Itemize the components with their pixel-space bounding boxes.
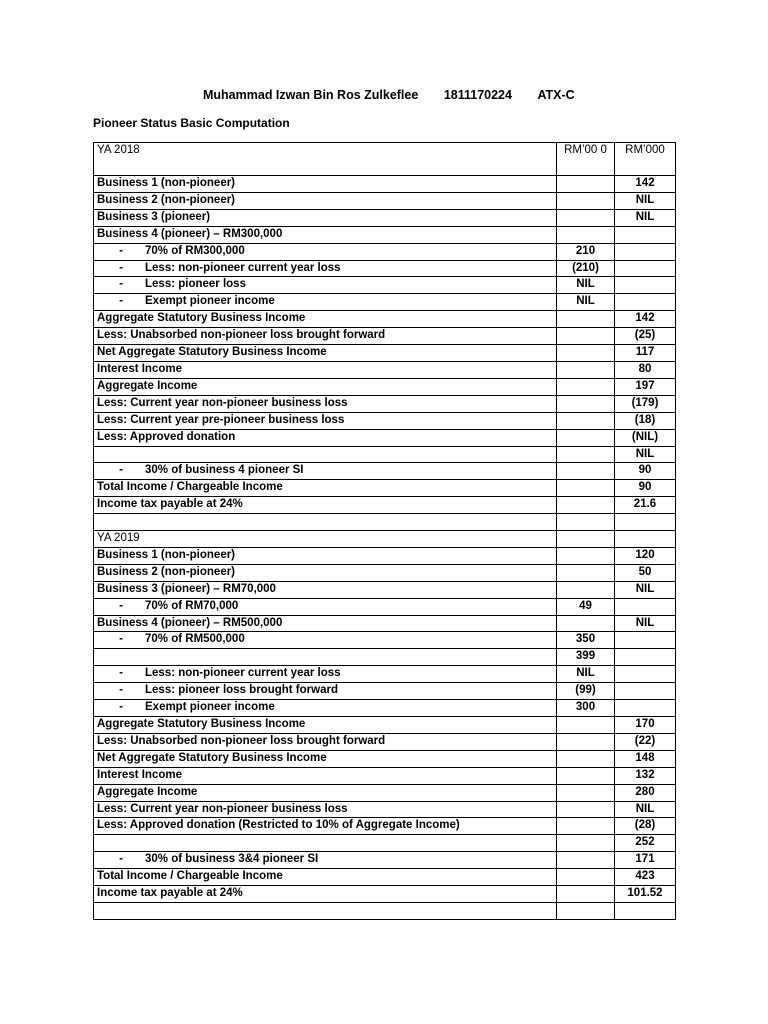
- rm-inner-cell: [557, 564, 615, 581]
- table-row: [94, 801, 676, 818]
- table-row: [94, 395, 676, 412]
- row-label: Business 2 (non-pioneer): [97, 193, 236, 206]
- table-row: [94, 717, 676, 734]
- row-label: Total Income / Chargeable Income: [97, 481, 283, 494]
- row-label: Income tax payable at 24%: [97, 498, 243, 511]
- rm-total-cell: 423: [615, 869, 676, 886]
- rm-total-cell: [615, 294, 676, 311]
- rm-total-cell: 170: [615, 717, 676, 734]
- table-row: [94, 835, 676, 852]
- table-row: [94, 869, 676, 886]
- row-label-cell: [94, 412, 557, 429]
- table-row: [94, 632, 676, 649]
- rm-total-cell: 171: [615, 852, 676, 869]
- rm-inner-cell: [557, 581, 615, 598]
- rm-inner-cell: [557, 784, 615, 801]
- bullet-dash: -: [119, 244, 123, 257]
- rm-inner-cell: NIL: [557, 666, 615, 683]
- row-label: Business 3 (pioneer): [97, 210, 211, 223]
- table-row: [94, 463, 676, 480]
- table-row: [94, 767, 676, 784]
- rm-inner-cell: [557, 192, 615, 209]
- rm-total-cell: [615, 243, 676, 260]
- bullet-dash: -: [119, 667, 123, 680]
- table-row: [94, 666, 676, 683]
- row-label: Less: Unabsorbed non-pioneer loss brought forward: [97, 329, 386, 342]
- rm-total-cell: (25): [615, 328, 676, 345]
- row-label: Business 4 (pioneer) – RM500,000: [97, 616, 283, 629]
- rm-inner-cell: [557, 361, 615, 378]
- rm-inner-cell: [557, 446, 615, 463]
- row-label-cell: [94, 835, 557, 852]
- rm-total-cell: [615, 260, 676, 277]
- bullet-dash: -: [119, 295, 123, 308]
- row-label-cell: [94, 666, 557, 683]
- table-row: [94, 852, 676, 869]
- row-label-cell: [94, 361, 557, 378]
- row-label-cell: [94, 345, 557, 362]
- row-label: Aggregate Statutory Business Income: [97, 312, 306, 325]
- bullet-dash: -: [119, 684, 123, 697]
- rm-inner-cell: [557, 226, 615, 243]
- rm-total-cell: 142: [615, 176, 676, 193]
- rm-inner-cell: 210: [557, 243, 615, 260]
- row-label-cell: [94, 192, 557, 209]
- table-row: [94, 564, 676, 581]
- row-label-cell: [94, 311, 557, 328]
- table-row: [94, 902, 676, 919]
- rm-total-cell: NIL: [615, 615, 676, 632]
- row-label: Less: Approved donation: [97, 430, 236, 443]
- row-label-cell: [94, 209, 557, 226]
- column-header-rm-total: RM’000: [615, 143, 676, 176]
- row-label: YA 2018: [97, 144, 140, 156]
- rm-total-cell: [615, 683, 676, 700]
- table-row: [94, 378, 676, 395]
- rm-total-cell: (18): [615, 412, 676, 429]
- bullet-dash: -: [119, 261, 123, 274]
- table-row: [94, 361, 676, 378]
- row-label-cell: [94, 852, 557, 869]
- rm-inner-cell: NIL: [557, 277, 615, 294]
- rm-inner-cell: [557, 378, 615, 395]
- rm-total-cell: [615, 700, 676, 717]
- rm-inner-cell: [557, 818, 615, 835]
- row-label-cell: [94, 277, 557, 294]
- rm-inner-cell: [557, 412, 615, 429]
- row-label-cell: [94, 446, 557, 463]
- row-label: Business 3 (pioneer) – RM70,000: [97, 582, 276, 595]
- row-label-cell: [94, 598, 557, 615]
- rm-total-cell: 132: [615, 767, 676, 784]
- rm-inner-cell: [557, 531, 615, 548]
- table-row: [94, 733, 676, 750]
- rm-total-cell: [615, 598, 676, 615]
- document-subtitle: Pioneer Status Basic Computation: [93, 116, 290, 130]
- bullet-dash: -: [119, 701, 123, 714]
- row-label: 70% of RM70,000: [145, 599, 239, 612]
- table-row: [94, 547, 676, 564]
- row-label-cell: [94, 902, 557, 919]
- bullet-dash: -: [119, 464, 123, 477]
- table-row: [94, 328, 676, 345]
- rm-inner-cell: [557, 480, 615, 497]
- row-label-cell: [94, 294, 557, 311]
- row-label-cell: [94, 243, 557, 260]
- row-label-cell: [94, 260, 557, 277]
- table-row: [94, 192, 676, 209]
- table-row: [94, 700, 676, 717]
- row-label: 30% of business 4 pioneer SI: [145, 464, 304, 477]
- table-row: [94, 446, 676, 463]
- rm-inner-cell: [557, 209, 615, 226]
- table-row: [94, 615, 676, 632]
- rm-total-cell: [615, 514, 676, 531]
- row-label: Less: Approved donation (Restricted to 10% of Aggregate Income): [97, 819, 460, 832]
- row-label-cell: [94, 463, 557, 480]
- row-label-cell: [94, 717, 557, 734]
- rm-inner-cell: [557, 615, 615, 632]
- rm-total-cell: [615, 277, 676, 294]
- class-code: ATX-C: [537, 88, 575, 102]
- row-label-cell: [94, 395, 557, 412]
- row-label: Aggregate Income: [97, 785, 198, 798]
- row-label: Business 1 (non-pioneer): [97, 548, 236, 561]
- table-row: [94, 497, 676, 514]
- rm-total-cell: (179): [615, 395, 676, 412]
- row-label-cell: [94, 328, 557, 345]
- row-label: 30% of business 3&4 pioneer SI: [145, 853, 319, 866]
- row-label-cell: [94, 176, 557, 193]
- row-label-cell: [94, 615, 557, 632]
- rm-inner-cell: 399: [557, 649, 615, 666]
- rm-total-cell: 90: [615, 463, 676, 480]
- table-row: [94, 226, 676, 243]
- rm-inner-cell: 49: [557, 598, 615, 615]
- row-label: Less: pioneer loss brought forward: [145, 684, 338, 697]
- row-label: Less: Current year non-pioneer business loss: [97, 396, 348, 409]
- rm-inner-cell: (210): [557, 260, 615, 277]
- rm-total-cell: [615, 632, 676, 649]
- row-label: Less: Unabsorbed non-pioneer loss brought forward: [97, 734, 386, 747]
- row-label-cell: [94, 886, 557, 903]
- rm-total-cell: 101.52: [615, 886, 676, 903]
- rm-inner-cell: [557, 345, 615, 362]
- rm-inner-cell: [557, 429, 615, 446]
- student-name: Muhammad Izwan Bin Ros Zulkeflee: [203, 88, 419, 102]
- row-label-cell: [94, 632, 557, 649]
- rm-inner-cell: [557, 886, 615, 903]
- rm-inner-cell: [557, 733, 615, 750]
- row-label: Interest Income: [97, 362, 182, 375]
- rm-inner-cell: [557, 717, 615, 734]
- rm-total-cell: 117: [615, 345, 676, 362]
- rm-inner-cell: (99): [557, 683, 615, 700]
- rm-total-cell: 90: [615, 480, 676, 497]
- rm-total-cell: (28): [615, 818, 676, 835]
- bullet-dash: -: [119, 599, 123, 612]
- column-header-rm-inner: RM’00 0: [557, 143, 615, 176]
- table-row: [94, 311, 676, 328]
- rm-inner-cell: [557, 176, 615, 193]
- row-label: YA 2019: [97, 532, 140, 545]
- rm-total-cell: 280: [615, 784, 676, 801]
- table-row: [94, 277, 676, 294]
- rm-total-cell: 50: [615, 564, 676, 581]
- rm-inner-cell: [557, 767, 615, 784]
- row-label: Less: pioneer loss: [145, 278, 246, 291]
- table-row: [94, 176, 676, 193]
- table-row: [94, 345, 676, 362]
- computation-table: [93, 142, 676, 920]
- row-label: Net Aggregate Statutory Business Income: [97, 751, 327, 764]
- rm-total-cell: NIL: [615, 192, 676, 209]
- table-row: [94, 243, 676, 260]
- row-label: 70% of RM500,000: [145, 633, 245, 646]
- row-label: Interest Income: [97, 768, 182, 781]
- rm-inner-cell: [557, 902, 615, 919]
- row-label-cell: [94, 869, 557, 886]
- rm-total-cell: NIL: [615, 209, 676, 226]
- rm-total-cell: [615, 902, 676, 919]
- row-label-cell: [94, 378, 557, 395]
- rm-total-cell: 120: [615, 547, 676, 564]
- rm-inner-cell: [557, 852, 615, 869]
- rm-total-cell: 80: [615, 361, 676, 378]
- student-id: 1811170224: [443, 88, 512, 102]
- row-label-cell: [94, 547, 557, 564]
- row-label: Business 1 (non-pioneer): [97, 177, 236, 189]
- rm-inner-cell: [557, 869, 615, 886]
- row-label: Less: Current year non-pioneer business loss: [97, 802, 348, 815]
- rm-total-cell: [615, 226, 676, 243]
- row-label: Total Income / Chargeable Income: [97, 870, 283, 883]
- bullet-dash: -: [119, 853, 123, 866]
- bullet-dash: -: [119, 633, 123, 646]
- table-row: [94, 260, 676, 277]
- row-label-cell: [94, 143, 557, 176]
- rm-total-cell: 252: [615, 835, 676, 852]
- row-label-cell: [94, 733, 557, 750]
- rm-total-cell: 21.6: [615, 497, 676, 514]
- rm-inner-cell: [557, 395, 615, 412]
- table-row: [94, 581, 676, 598]
- table-row: [94, 143, 676, 176]
- rm-total-cell: 148: [615, 750, 676, 767]
- row-label-cell: [94, 497, 557, 514]
- rm-total-cell: (NIL): [615, 429, 676, 446]
- row-label: Business 4 (pioneer) – RM300,000: [97, 227, 283, 240]
- row-label-cell: [94, 531, 557, 548]
- rm-total-cell: NIL: [615, 801, 676, 818]
- row-label: Less: non-pioneer current year loss: [145, 261, 341, 274]
- rm-total-cell: NIL: [615, 581, 676, 598]
- row-label-cell: [94, 649, 557, 666]
- row-label-cell: [94, 683, 557, 700]
- row-label: Aggregate Income: [97, 379, 198, 392]
- rm-inner-cell: [557, 514, 615, 531]
- row-label-cell: [94, 750, 557, 767]
- rm-total-cell: [615, 666, 676, 683]
- table-row: [94, 531, 676, 548]
- rm-total-cell: [615, 649, 676, 666]
- table-row: [94, 649, 676, 666]
- row-label-cell: [94, 226, 557, 243]
- table-row: [94, 514, 676, 531]
- row-label: Less: non-pioneer current year loss: [145, 667, 341, 680]
- row-label-cell: [94, 801, 557, 818]
- table-row: [94, 429, 676, 446]
- row-label: 70% of RM300,000: [145, 244, 245, 257]
- row-label-cell: [94, 429, 557, 446]
- table-row: [94, 598, 676, 615]
- row-label: Income tax payable at 24%: [97, 887, 243, 900]
- row-label-cell: [94, 514, 557, 531]
- row-label-cell: [94, 700, 557, 717]
- rm-inner-cell: [557, 801, 615, 818]
- row-label: Aggregate Statutory Business Income: [97, 718, 306, 730]
- rm-inner-cell: [557, 497, 615, 514]
- rm-inner-cell: NIL: [557, 294, 615, 311]
- table-row: [94, 886, 676, 903]
- rm-inner-cell: [557, 463, 615, 480]
- row-label: Net Aggregate Statutory Business Income: [97, 346, 327, 359]
- rm-inner-cell: [557, 835, 615, 852]
- table-row: [94, 683, 676, 700]
- row-label: Exempt pioneer income: [145, 701, 275, 714]
- rm-total-cell: [615, 531, 676, 548]
- row-label: Exempt pioneer income: [145, 295, 275, 308]
- rm-total-cell: 142: [615, 311, 676, 328]
- rm-inner-cell: [557, 328, 615, 345]
- row-label-cell: [94, 564, 557, 581]
- table-row: [94, 412, 676, 429]
- rm-total-cell: (22): [615, 733, 676, 750]
- rm-inner-cell: [557, 311, 615, 328]
- document-header: [203, 88, 575, 102]
- table-row: [94, 818, 676, 835]
- rm-total-cell: 197: [615, 378, 676, 395]
- table-row: [94, 750, 676, 767]
- rm-inner-cell: [557, 750, 615, 767]
- table-row: [94, 784, 676, 801]
- table-row: [94, 294, 676, 311]
- row-label-cell: [94, 784, 557, 801]
- rm-inner-cell: [557, 547, 615, 564]
- bullet-dash: -: [119, 278, 123, 291]
- rm-total-cell: NIL: [615, 446, 676, 463]
- table-row: [94, 209, 676, 226]
- rm-inner-cell: 350: [557, 632, 615, 649]
- row-label-cell: [94, 767, 557, 784]
- row-label-cell: [94, 818, 557, 835]
- row-label: Less: Current year pre-pioneer business loss: [97, 413, 345, 426]
- row-label: Business 2 (non-pioneer): [97, 565, 236, 578]
- rm-inner-cell: 300: [557, 700, 615, 717]
- row-label-cell: [94, 480, 557, 497]
- table-row: [94, 480, 676, 497]
- row-label-cell: [94, 581, 557, 598]
